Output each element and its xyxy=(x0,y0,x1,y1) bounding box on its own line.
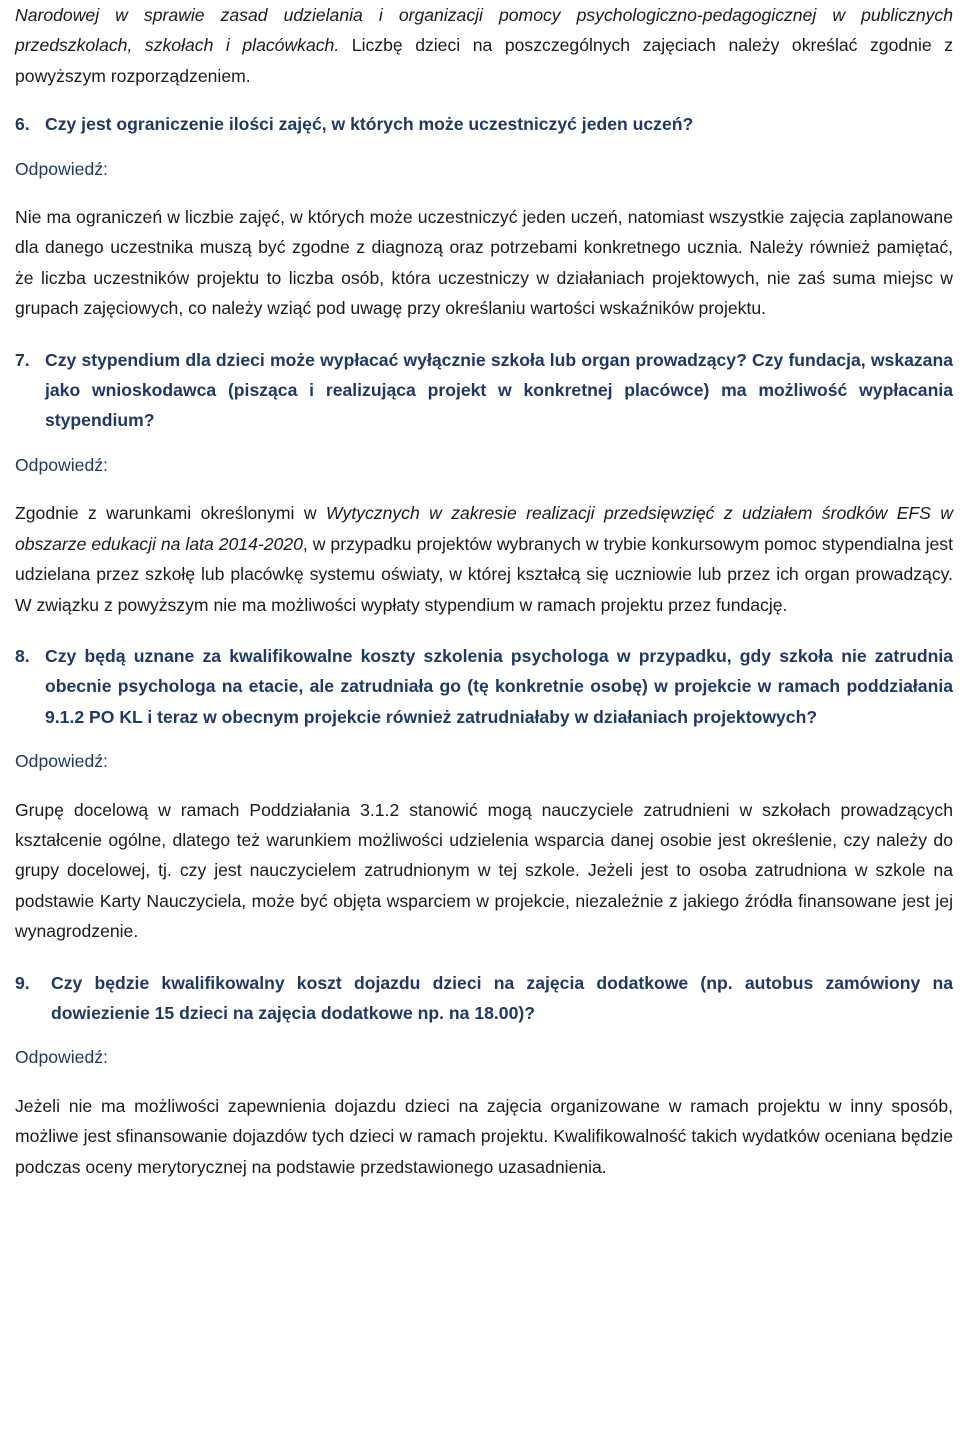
question-8 xyxy=(15,641,953,732)
question-number: 8. xyxy=(15,645,30,666)
question-6 xyxy=(15,109,953,139)
answer-7 xyxy=(15,498,953,620)
question-9 xyxy=(15,968,953,1029)
answer-9: Jeżeli nie ma możliwości zapewnienia dojazdu dzieci na zajęcia organizowane w ramach projektu w inny sposób, możliwe jest sfinansowanie dojazdów tych dzieci w ramach projektu. Kwalifikowalność takich wydatków oceniana będzie podczas oceny merytorycznej na podstawie przedstawionego uzasadnienia. xyxy=(15,1095,953,1177)
intro-normal-text: Liczbę dzieci na poszczególnych zajęciach należy określać zgodnie z powyższym rozporządzeniem. xyxy=(15,35,953,86)
intro-paragraph xyxy=(15,0,953,91)
question-number: 9. xyxy=(15,972,30,993)
question-text: Czy stypendium dla dzieci może wypłacać wyłącznie szkoła lub organ prowadzący? Czy fundacja, wskazana jako wnioskodawca (pisząca i realizująca projekt w konkretnej placówce) ma możliwość wypłacania stypendium? xyxy=(45,349,953,431)
answer-label: Odpowiedź: xyxy=(15,751,108,772)
question-text: Czy będą uznane za kwalifikowalne koszty szkolenia psychologa w przypadku, gdy szkoła nie zatrudnia obecnie psychologa na etacie, ale zatrudniała go (tę konkretnie osobę) w projekcie w ramach poddziałania 9.1.2 PO KL i teraz w obecnym projekcie również zatrudniałaby w działaniach projektowych? xyxy=(45,645,953,727)
question-number: 6. xyxy=(15,114,30,135)
guidelines-title: Wytycznych w zakresie realizacji przedsięwzięć z udziałem środków EFS w obszarze edukacji na lata 2014-2020 xyxy=(15,503,953,554)
answer-8: Grupę docelową w ramach Poddziałania 3.1.2 stanowić mogą nauczyciele zatrudnieni w szkołach prowadzących kształcenie ogólne, dlatego też warunkiem możliwości udzielenia wsparcia danej osobie jest określenie, czy należy do grupy docelowej, tj. czy jest nauczycielem zatrudnionym w tej szkole. Jeżeli jest to osoba zatrudniona w szkole na podstawie Karty Nauczyciela, może być objęta wsparciem w projekcie, niezależnie z jakiego źródła finansowane jest jej wynagrodzenie. xyxy=(15,799,953,942)
answer-label: Odpowiedź: xyxy=(15,454,108,475)
question-7 xyxy=(15,345,953,436)
intro-italic-text: Narodowej w sprawie zasad udzielania i organizacji pomocy psychologiczno-pedagogicznej w publicznych przedszkolach, szkołach i placówkach. xyxy=(15,5,953,56)
question-text: Czy będzie kwalifikowalny koszt dojazdu dzieci na zajęcia dodatkowe (np. autobus zamówiony na dowiezienie 15 dzieci na zajęcia dodatkowe np. na 18.00)? xyxy=(51,972,953,1023)
answer-label: Odpowiedź: xyxy=(15,1047,108,1068)
answer-6: Nie ma ograniczeń w liczbie zajęć, w których może uczestniczyć jeden uczeń, natomiast wszystkie zajęcia zaplanowane dla danego uczestnika muszą być zgodne z diagnozą oraz potrzebami konkretnego ucznia. Należy również pamiętać, że liczba uczestników projektu to liczba osób, która uczestniczy w działaniach projektowych, nie zaś suma miejsc w grupach zajęciowych, co należy wziąć pod uwagę przy określaniu wartości wskaźników projektu. xyxy=(15,207,953,319)
answer-7-text-post: , w przypadku projektów wybranych w trybie konkursowym pomoc stypendialna jest udzielana przez szkołę lub placówkę systemu oświaty, w której kształcą się uczniowie lub przez ich organ prowadzący. W związku z powyższym nie ma możliwości wypłaty stypendium w ramach projektu przez fundację. xyxy=(15,533,953,615)
answer-7-text-pre: Zgodnie z warunkami określonymi w xyxy=(15,503,326,524)
question-text: Czy jest ograniczenie ilości zajęć, w których może uczestniczyć jeden uczeń? xyxy=(45,114,694,135)
answer-label: Odpowiedź: xyxy=(15,158,108,179)
question-number: 7. xyxy=(15,349,30,370)
